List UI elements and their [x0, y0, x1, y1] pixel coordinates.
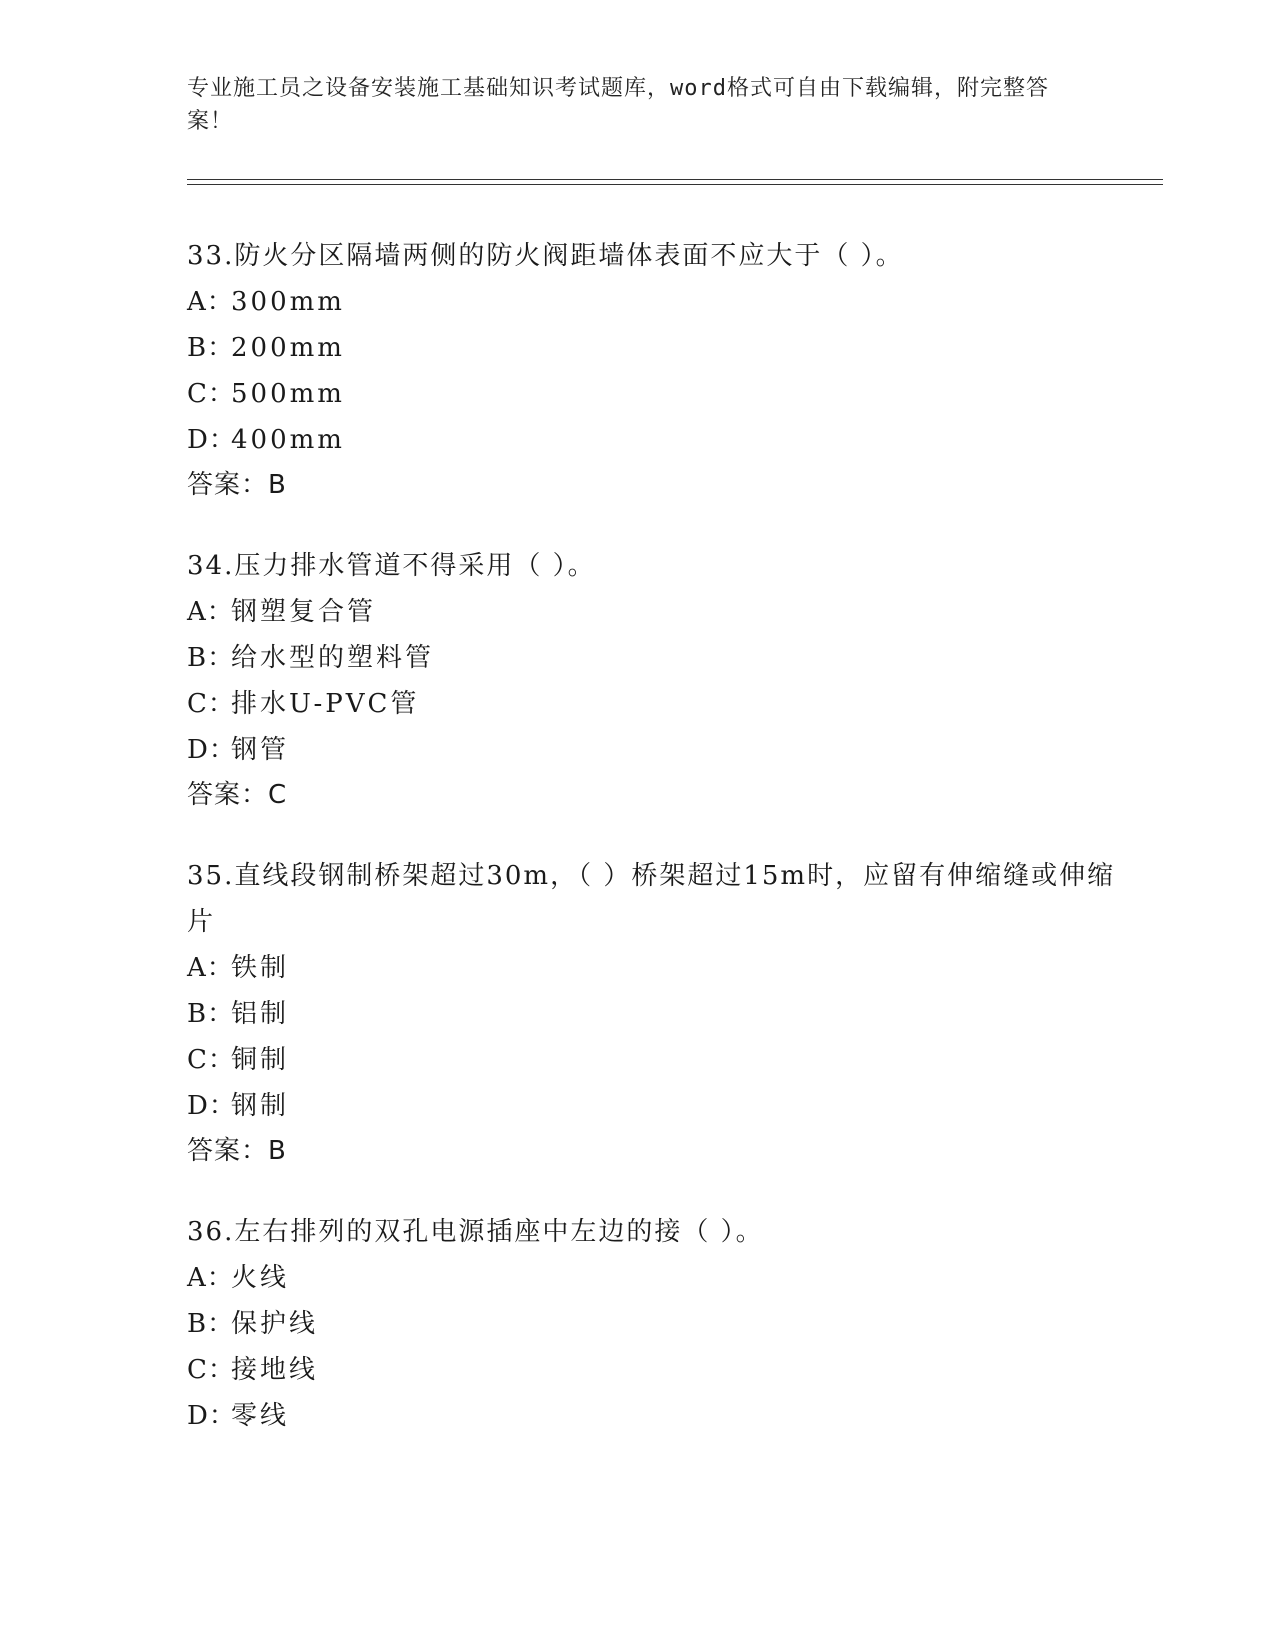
option-letter: A： — [187, 287, 234, 317]
option-letter: A： — [187, 953, 234, 983]
option-b — [187, 325, 1117, 371]
option-b — [187, 1301, 1117, 1347]
header-divider-top — [187, 179, 1163, 180]
answer-line: 答案：B — [187, 470, 287, 500]
option-d — [187, 727, 1117, 773]
option-text: 零线 — [231, 1401, 290, 1431]
question-34 — [187, 543, 1117, 817]
question-33 — [187, 233, 1117, 507]
option-a — [187, 1255, 1117, 1301]
option-text: 排水U-PVC管 — [231, 689, 420, 719]
option-text: 钢塑复合管 — [231, 597, 377, 627]
option-letter: B： — [187, 333, 235, 363]
option-b — [187, 635, 1117, 681]
option-text: 400mm — [231, 425, 345, 455]
option-text: 给水型的塑料管 — [231, 643, 435, 673]
option-letter: B： — [187, 999, 235, 1029]
option-a — [187, 589, 1117, 635]
question-stem: 35.直线段钢制桥架超过30m，（ ）桥架超过15m时，应留有伸缩缝或伸缩片 — [187, 861, 1116, 937]
option-text: 200mm — [231, 333, 345, 363]
question-stem: 36.左右排列的双孔电源插座中左边的接（ ）。 — [187, 1217, 764, 1247]
option-letter: D： — [187, 735, 236, 765]
option-letter: B： — [187, 643, 235, 673]
option-text: 铝制 — [231, 999, 290, 1029]
option-c — [187, 1347, 1117, 1393]
option-a — [187, 945, 1117, 991]
question-35 — [187, 853, 1117, 1173]
option-b — [187, 991, 1117, 1037]
option-d — [187, 1393, 1117, 1439]
option-a — [187, 279, 1117, 325]
option-text: 钢制 — [231, 1091, 290, 1121]
option-text: 钢管 — [231, 735, 290, 765]
option-letter: B： — [187, 1309, 235, 1339]
option-letter: A： — [187, 597, 234, 627]
option-text: 铁制 — [231, 953, 290, 983]
option-text: 保护线 — [231, 1309, 319, 1339]
question-stem: 34.压力排水管道不得采用（ ）。 — [187, 551, 596, 581]
option-letter: C： — [187, 1045, 235, 1075]
option-c — [187, 681, 1117, 727]
option-letter: C： — [187, 379, 235, 409]
option-letter: D： — [187, 1091, 236, 1121]
option-letter: D： — [187, 425, 236, 455]
header-divider-bottom — [187, 184, 1163, 185]
option-text: 火线 — [231, 1263, 290, 1293]
option-c — [187, 371, 1117, 417]
option-text: 接地线 — [231, 1355, 319, 1385]
option-text: 300mm — [231, 287, 345, 317]
option-letter: A： — [187, 1263, 234, 1293]
answer-line: 答案：C — [187, 780, 288, 810]
question-list — [187, 233, 1117, 1475]
option-c — [187, 1037, 1117, 1083]
option-text: 500mm — [231, 379, 345, 409]
option-d — [187, 1083, 1117, 1129]
option-letter: C： — [187, 689, 235, 719]
option-text: 铜制 — [231, 1045, 290, 1075]
answer-line: 答案：B — [187, 1136, 287, 1166]
question-stem: 33.防火分区隔墙两侧的防火阀距墙体表面不应大于（ ）。 — [187, 241, 904, 271]
question-36 — [187, 1209, 1117, 1439]
option-letter: D： — [187, 1401, 236, 1431]
option-letter: C： — [187, 1355, 235, 1385]
document-header: 专业施工员之设备安装施工基础知识考试题库，word格式可自由下载编辑，附完整答案！ — [187, 76, 1049, 134]
option-d — [187, 417, 1117, 463]
